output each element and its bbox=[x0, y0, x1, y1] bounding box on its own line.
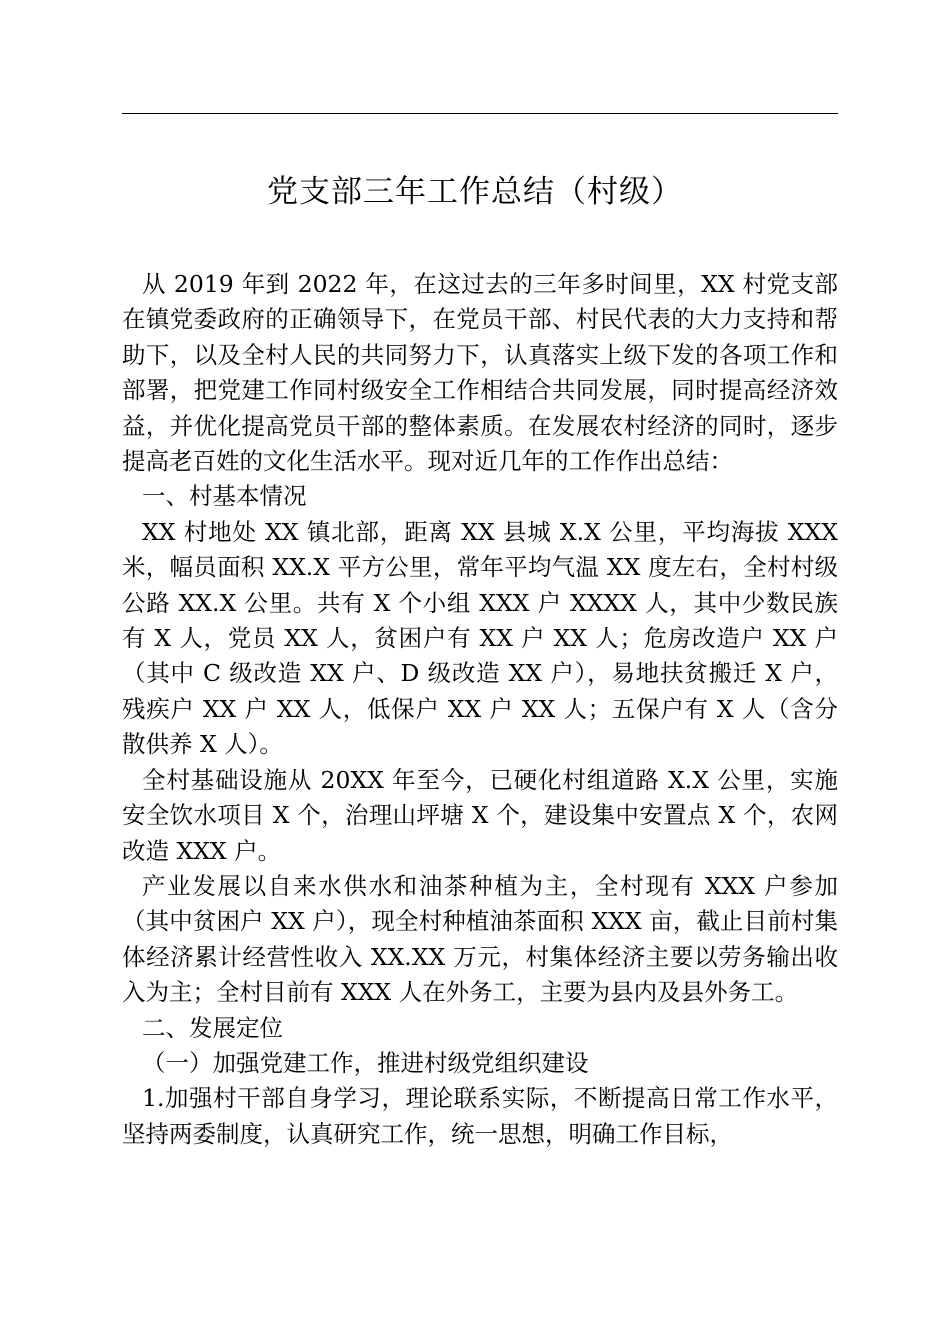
header-rule bbox=[122, 113, 838, 114]
document-body bbox=[122, 267, 838, 1152]
document-title: 党支部三年工作总结（村级） bbox=[267, 174, 683, 210]
section-heading-positioning: 二、发展定位 bbox=[142, 1013, 283, 1042]
basic-info-paragraph: XX 村地处 XX 镇北部，距离 XX 县城 X.X 公里，平均海拔 XXX 米，幅员面积 XX.X 平方公里，常年平均气温 XX 度左右，全村村级公路 XX.X 公里。共有 X 个小组 XXX 户 XXXX 人，其中少数民族有 X 人，党员 XX 人，贫困户有 XX 户 XX 人；危房改造户 XX 户（其中 C 级改造 XX 户、D 级改造 XX 户），易地扶贫搬迁 X 户，残疾户 XX 户 XX 人，低保户 XX 户 XX 人；五保户有 X 人（含分散供养 X 人）。 bbox=[122, 517, 838, 759]
intro-paragraph: 从 2019 年到 2022 年，在这过去的三年多时间里，XX 村党支部在镇党委政府的正确领导下，在党员干部、村民代表的大力支持和帮助下，以及全村人民的共同努力下，认真落实上级下发的各项工作和部署，把党建工作同村级安全工作相结合共同发展，同时提高经济效益，并优化提高党员干部的整体素质。在发展农村经济的同时，逐步提高老百姓的文化生活水平。现对近几年的工作作出总结： bbox=[122, 270, 838, 476]
party-building-paragraph: 1.加强村干部自身学习，理论联系实际，不断提高日常工作水平，坚持两委制度，认真研究工作，统一思想，明确工作目标， bbox=[122, 1084, 838, 1148]
infrastructure-paragraph: 全村基础设施从 20XX 年至今，已硬化村组道路 X.X 公里，实施安全饮水项目 X 个，治理山坪塘 X 个，建设集中安置点 X 个，农网改造 XXX 户。 bbox=[122, 765, 838, 865]
section-heading-basic-info: 一、村基本情况 bbox=[142, 482, 307, 511]
industry-paragraph: 产业发展以自来水供水和油茶种植为主，全村现有 XXX 户参加（其中贫困户 XX 户），现全村种植油茶面积 XXX 亩，截止目前村集体经济累计经营性收入 XX.XX 万元，村集体经济主要以劳务输出收入为主；全村目前有 XXX 人在外务工，主要为县内及县外务工。 bbox=[122, 871, 838, 1007]
subsection-heading-party-building: （一）加强党建工作，推进村级党组织建设 bbox=[142, 1048, 589, 1077]
